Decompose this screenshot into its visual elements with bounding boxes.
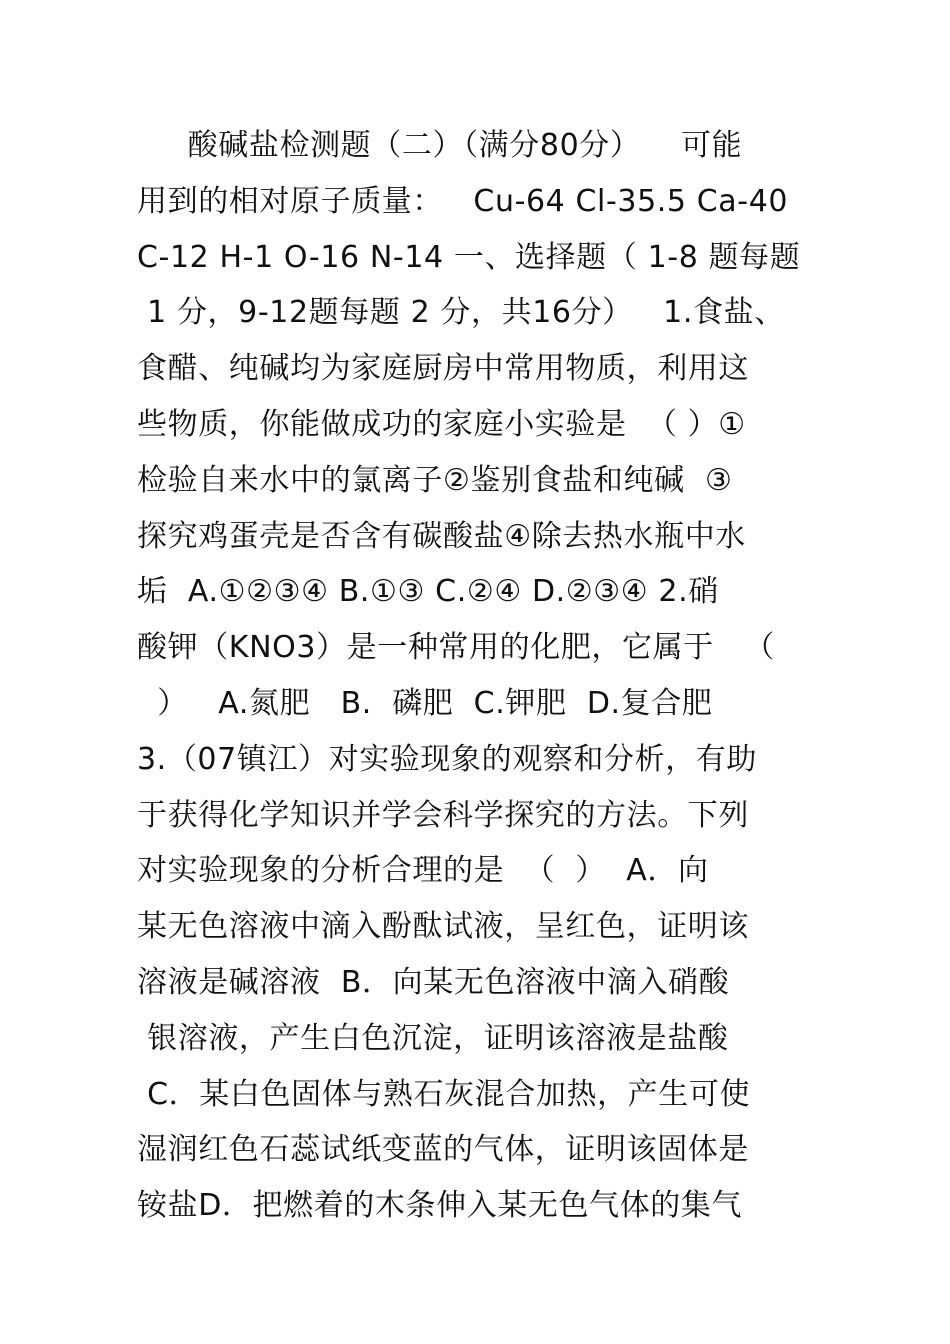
text-line: 食醋、纯碱均为家庭厨房中常用物质，利用这 — [137, 351, 749, 387]
text-line: 3.（07镇江）对实验现象的观察和分析，有助 — [137, 741, 757, 777]
text-line: 酸钾（KNO3）是一种常用的化肥，它属于 （ — [137, 630, 775, 666]
text-line: 些物质，你能做成功的家庭小实验是 （ ）① — [137, 406, 746, 442]
text-line: 检验自来水中的氯离子②鉴别食盐和纯碱 ③ — [137, 462, 733, 498]
text-line: 溶液是碱溶液 B．向某无色溶液中滴入硝酸 — [137, 964, 730, 1000]
text-line: 探究鸡蛋壳是否含有碳酸盐④除去热水瓶中水 — [137, 518, 746, 554]
text-line: C-12 H-1 O-16 N-14 一、选择题（ 1-8 题每题 — [137, 239, 801, 275]
text-line: C．某白色固体与熟石灰混合加热，产生可使 — [137, 1076, 751, 1112]
text-line: 酸碱盐检测题（二）（满分80分） 可能 — [137, 128, 743, 163]
text-line: 垢 A.①②③④ B.①③ C.②④ D.②③④ 2.硝 — [137, 574, 719, 610]
text-line: 用到的相对原子质量： Cu-64 Cl-35.5 Ca-40 — [137, 183, 789, 219]
document-body — [137, 118, 817, 1234]
text-line: 于获得化学知识并学会科学探究的方法。下列 — [137, 797, 749, 833]
text-line: 对实验现象的分析合理的是 （ ） A．向 — [137, 853, 709, 889]
text-line: 湿润红色石蕊试纸变蓝的气体，证明该固体是 — [137, 1132, 749, 1168]
text-line: 某无色溶液中滴入酚酞试液，呈红色，证明该 — [137, 909, 749, 945]
text-line: 铵盐D．把燃着的木条伸入某无色气体的集气 — [137, 1188, 743, 1224]
text-line: ） A.氮肥 B. 磷肥 C.钾肥 D.复合肥 — [137, 685, 713, 721]
text-line: 银溶液，产生白色沉淀，证明该溶液是盐酸 — [137, 1020, 729, 1056]
text-line: 1 分，9-12题每题 2 分，共16分） 1.食盐、 — [137, 295, 785, 331]
